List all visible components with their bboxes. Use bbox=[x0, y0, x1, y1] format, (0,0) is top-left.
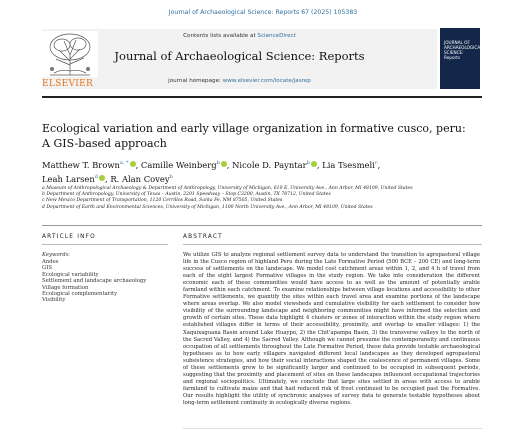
article-title-line2: A GIS-based approach bbox=[42, 137, 167, 150]
abstract-rule bbox=[183, 244, 482, 245]
journal-name: Journal of Archaeological Science: Reports bbox=[114, 49, 365, 63]
affiliation: a Museum of Anthropological Archaeology & Department of Anthropology, University of Michigan, 610 E. University Ave., Ann Arbor, MI 48109, United States bbox=[42, 186, 413, 191]
keyword: Settlement and landscape archaeology bbox=[42, 278, 147, 285]
author-name[interactable]: Camille Weinberg bbox=[140, 159, 217, 170]
homepage-line bbox=[42, 78, 437, 84]
abstract-bottom-rule bbox=[183, 428, 482, 429]
article-info-heading: ARTICLE INFO bbox=[42, 234, 96, 240]
publisher-name: ELSEVIER bbox=[42, 79, 94, 89]
author-affiliation-marker[interactable]: b bbox=[169, 174, 173, 181]
author-affiliation-marker[interactable]: c bbox=[374, 160, 378, 166]
affiliation: d Department of Earth and Environmental Sciences, University of Michigan, 1100 North University Ave., Ann Arbor, MI 48109, United States bbox=[42, 204, 373, 210]
keywords-list bbox=[42, 259, 168, 304]
keyword: Andes bbox=[42, 259, 59, 265]
journal-cover-title: JOURNAL OF ARCHAEOLOGICAL SCIENCE: Reports bbox=[444, 40, 483, 60]
contents-line bbox=[42, 33, 437, 39]
author-list bbox=[42, 157, 482, 186]
author-affiliation-marker[interactable]: a, * bbox=[119, 160, 129, 166]
keyword: Village formation bbox=[42, 284, 89, 291]
author[interactable] bbox=[42, 160, 136, 170]
keyword: Ecological variability bbox=[42, 271, 99, 278]
abstract-heading: ABSTRACT bbox=[183, 234, 223, 240]
elsevier-tree-logo-icon bbox=[42, 31, 98, 77]
author[interactable] bbox=[110, 174, 172, 184]
journal-citation[interactable]: Journal of Archaeological Science: Reports 67 (2025) 105383 bbox=[168, 9, 358, 16]
author[interactable] bbox=[322, 160, 378, 170]
section-divider bbox=[42, 225, 482, 226]
sciencedirect-link[interactable]: ScienceDirect bbox=[257, 33, 296, 39]
author-name[interactable]: Lia Tsesmeli bbox=[322, 159, 375, 170]
keyword: Visibility bbox=[42, 297, 66, 304]
article-info-rule bbox=[42, 244, 168, 245]
author-name[interactable]: Nicole D. Payntar bbox=[232, 159, 307, 170]
article-title bbox=[42, 121, 482, 151]
orcid-icon[interactable] bbox=[311, 161, 317, 167]
contents-prefix: Contents lists available at bbox=[183, 33, 256, 39]
author-line-2: Leah Larsen$^d$ , R. Alan Covey$^b$ bbox=[42, 174, 173, 185]
author-name[interactable]: Leah Larsen bbox=[42, 174, 95, 185]
author-name[interactable]: Matthew T. Brown bbox=[42, 159, 120, 170]
article-title-line1: Ecological variation and early village organization in formative cusco, peru: bbox=[42, 122, 466, 135]
keyword: Ecological complementarity bbox=[42, 291, 118, 298]
header-divider bbox=[42, 96, 482, 98]
homepage-link[interactable]: www.elsevier.com/locate/jasrep bbox=[222, 78, 311, 84]
author-affiliation-marker[interactable]: b bbox=[306, 160, 310, 166]
abstract-text: We utilize GIS to analyze regional settlement survey data to understand the transition to agropastoral village life in the Cusco region of highland Peru during the Late Formative Period (500 BCE – 200 CE) and long-term success of settlements on the landscape. We model cost catchment areas within 1, 2, and 4 h of travel from each of the eight largest Formative villages in the study region. We take into consideration the different economic each of these communities would have access to as well as the amount of potentially arable farmland within each catchment. To examine relationships between village locations and accessibility to other Formative settlements, we quantify the sites within each travel area and examine portions of the landscape where areas overlap. We also model viewsheds and cumulative visibility for each settlement to consider how visibility of the surrounding landscape and neighboring communities might have informed the selection and growth of certain sites. These data highlight 4 clusters or zones of interaction within the study region where established villages differ in terms of their accessibility, proximity, and overlap to smaller villages: 1) the Xaquixaguana Basin around Lake Huaypo, 2) the Chit'apampa Basin, 3) the transverse valleys to the north of the Sacred Valley, and 4) the Sacred Valley. Although we cannot presume the contemporaneity and continuous occupation of all settlements throughout the Late Formative Period, these data provide testable archaeological hypotheses as to how early villagers navigated different local landscapes as they developed agropastoral subsistence strategies, and how their social interactions shaped the coalescence of permanent villages. Some of these settlements grew to be significantly larger and continued to be occupied in subsequent periods, suggesting that the proximity and placement of sites on these landscapes influenced occupational trajectories and regional sociopolitics. Ultimately, we conclude that large sites settled in areas with access to arable farmland to cultivate maize and that had reduced risk of frost continued to be occupied past the Formative. Our results highlight the utility of synchronic analyses of survey data to generate testable hypotheses about long-term settlement continuity in ecologically diverse regions. bbox=[183, 252, 480, 406]
author-line-1: Matthew T. Brown$^{a, *}$ , Camille Weinberg$^b$ , Nicole D. Payntar$^b$ , Lia Tsesmeli$^c$, bbox=[42, 159, 381, 170]
keywords-label: Keywords: bbox=[42, 252, 71, 258]
orcid-icon[interactable] bbox=[99, 175, 105, 181]
orcid-icon[interactable] bbox=[130, 161, 136, 167]
homepage-prefix: journal homepage: bbox=[168, 78, 221, 84]
author-affiliation-marker[interactable]: b bbox=[216, 160, 220, 166]
author[interactable] bbox=[141, 160, 227, 170]
affiliation: c New Mexico Department of Transportation, 1120 Cerrillos Road, Santa Fe, NM 87505, United States bbox=[42, 198, 283, 204]
affiliations bbox=[42, 186, 482, 211]
author[interactable] bbox=[42, 174, 105, 184]
author[interactable] bbox=[232, 160, 317, 170]
keyword: GIS bbox=[42, 265, 52, 272]
orcid-icon[interactable] bbox=[221, 161, 227, 167]
affiliation: b Department of Anthropology, University of Texas – Austin, 2201 Speedway – Stop C3200, Austin, TX 78712, United States bbox=[42, 192, 331, 198]
author-affiliation-marker[interactable]: d bbox=[94, 174, 98, 181]
author-name[interactable]: R. Alan Covey bbox=[110, 174, 170, 185]
